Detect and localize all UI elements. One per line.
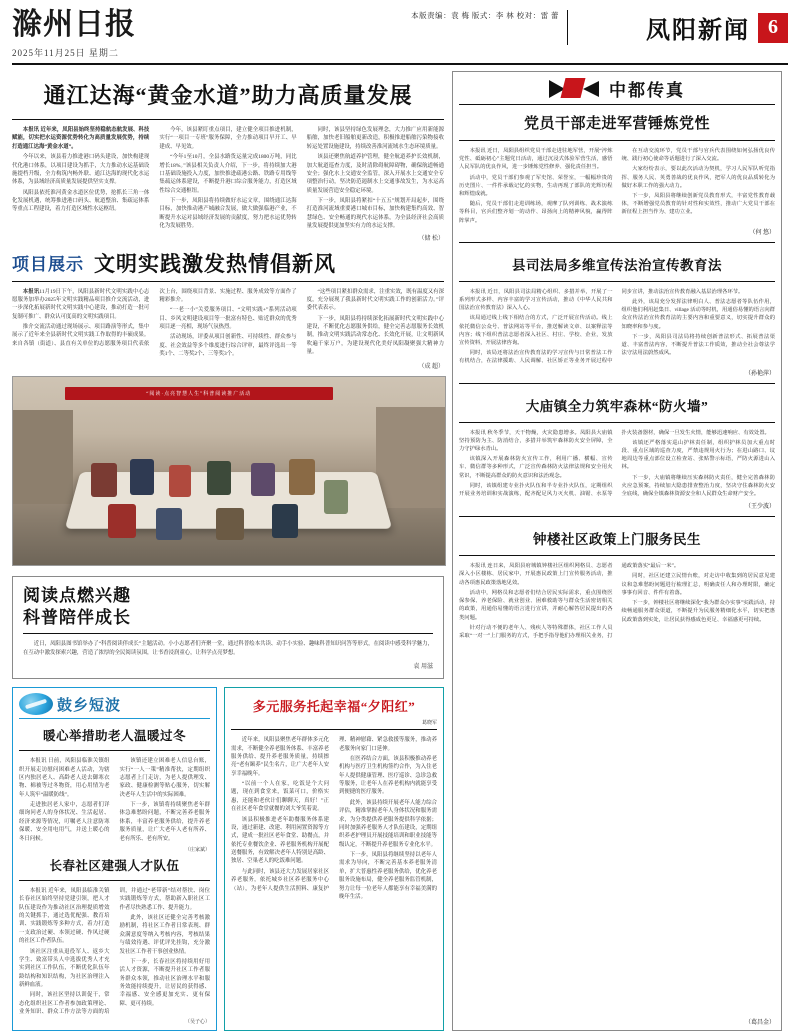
paragraph: 下一步，钟楼社区将继续深化“我为群众办实事”实践活动，持续畅通服务群众渠道，不断提升为民服务精细化水平，切实把惠民政策落到实处，让居民获得感成色更足、幸福感更可持续。 xyxy=(621,600,775,623)
paragraph: 此外，该局充分发挥法律明白人、普法志愿者等队伍作用，组织他们利用赶集日、village 活动等时机，用通俗易懂的语言向群众宣传法治宣传教育法的主要内容和重要意义，切实提升群众的知晓率和参与度。 xyxy=(621,299,775,330)
divider xyxy=(12,281,444,282)
paragraph: 凤阳县依托淮河黄金水道区位优势，抢抓长三角一体化发展机遇，统筹推进港口码头、航道整治、集疏运体系等重点工程建设，着力打造区域性水运枢纽。 xyxy=(12,189,150,213)
lead-article-body xyxy=(12,126,444,231)
photo-person xyxy=(91,463,117,497)
paragraph: 推介交流活动通过现场展示、项目路演等形式，集中展示了近年来全县新时代文明实践工作取得的丰硕成果。来自各镇（街道）、县直有关单位的志愿服务项目代表依次上台，围绕项目背景、实施过程、服务成效等方面作了精彩推介。 xyxy=(12,288,297,347)
justice-bureau-body xyxy=(459,288,775,366)
photo-person xyxy=(156,508,182,540)
paper-name: 滁州日报 xyxy=(12,8,136,41)
paragraph: 今年以来，该县着力推进港口码头建设，加快构建现代化港口体系，以项目建设为抓手，大力推动水运基础设施提档升级，全力构筑内畅外联、通江达海的现代化水运体系，为县域经济高质量发展提供坚实支撑。 xyxy=(12,154,150,186)
paragraph: 下一步，凤阳县司法局将持续创新普法形式、拓展普法渠道、丰富普法内容，不断提升普法工作质效，推动全社会尊法学法守法用法蔚然成风。 xyxy=(621,333,775,357)
elderly-service-headline: 多元服务托起幸福“夕阳红” xyxy=(252,699,416,715)
paragraph: 下一步，凤阳县将继续坚持以老年人需求为导向，不断完善基本养老服务清单，扩大普惠性养老服务供给，优化养老服务设施布局，健全养老服务监管机制，努力让每一位老年人都能享有幸福美满的晚年生活。 xyxy=(339,852,437,900)
elderly-service-byline: 葛晓军 xyxy=(421,721,437,727)
swoosh-icon xyxy=(19,693,53,715)
paragraph: 此外，该县持续开展老年人能力综合评估，精准掌握老年人身体状况和服务需求，为分类提供养老服务提供科学依据；同时加强养老服务人才队伍建设，定期组织养老护理员开展技能培训和职业技能等级认定，不断提升养老服务专业化水平。 xyxy=(339,799,437,848)
reading-article-box xyxy=(12,576,444,680)
paragraph: 今年，该县紧盯重点项目，建立健全项目推进机制，实行“一项目一专班”服务保障，全力推动项目早开工、早建成、早见效。 xyxy=(159,127,297,150)
party-training-body xyxy=(459,147,775,225)
paragraph: 该局通过线上线下相结合的方式，广泛开展宣传活动。线上依托微信公众号、普法网站等平台，推送解读文章、以案释法等内容；线下组织普法志愿者深入社区、村庄、学校、企业，发放宣传资料，开展法律咨询。 xyxy=(459,315,613,347)
lead-byline: （储 松） xyxy=(418,235,444,242)
masthead-right xyxy=(567,10,788,45)
photo-shelf-right xyxy=(376,407,445,509)
elderly-warmth-body xyxy=(19,757,210,845)
photo-banner: “阅读·点亮智慧人生”科普阅读推广活动 xyxy=(65,387,333,400)
feature-band xyxy=(12,248,444,278)
paragraph: 近年来，凤阳县聚焦老年群体多元化需求，不断健全养老服务体系、丰富养老服务供给、提升养老服务质量，持续擦亮“老有颐养”民生名片，让广大老年人安享幸福晚年。 xyxy=(231,737,329,777)
divider xyxy=(23,633,433,634)
elderly-warmth-headline: 暖心举措助老人温暖过冬 xyxy=(42,729,186,744)
feature-headline: 文明实践激发热情倡新风 xyxy=(94,251,336,276)
forest-fire-headline: 大庙镇全力筑牢森林“防火墙” xyxy=(525,398,709,414)
masthead-credits-wrap xyxy=(212,10,567,23)
paragraph: 走进独居老人家中，志愿者们详细询问老人的身体状况、生活起居、经济来源等情况，叮嘱老人注意防寒保暖、安全用电用气，并送上暖心的冬日问候。 xyxy=(19,802,110,842)
divider xyxy=(19,880,210,881)
divider xyxy=(459,383,775,384)
photo-person xyxy=(289,459,315,495)
paragraph: 下一步，凤阳县将继续创新党员教育形式，丰富党性教育载体，不断增强党员教育的针对性和实效性，推动广大党员干部在新征程上担当作为、建功立业。 xyxy=(621,193,775,216)
feature-byline: （成 超） xyxy=(418,363,444,370)
paragraph: 活动中，网格员和志愿者们结合居民实际需求，重点围绕医保参保、养老保险、就业创业、困难救助等与群众生活密切相关的政策，用通俗易懂的语言进行宣讲，并耐心解答居民提出的各类问题。 xyxy=(459,589,613,621)
photo-person xyxy=(251,463,275,496)
zhonglou-community-byline: （葛昌金） xyxy=(744,1020,775,1026)
paragraph: 本报讯11月19日下午，凤阳县新时代文明实践中心志愿服务加举办2025年文明实践精品项目推介交流活动，进一步深化拓展新时代文明实践中心建设，推动打造一批可复制可推广、群众认可度高的文明实践项目。 xyxy=(12,288,150,320)
reading-body xyxy=(23,640,433,659)
zhonglou-community-body xyxy=(459,562,775,1015)
photo-person xyxy=(108,504,136,538)
changchun-talent-byline: （吴子心） xyxy=(184,1019,210,1025)
paragraph: 随后，党员干部们走进训练场，观摩了队列训练、战术演练等科目，官兵们整齐划一的动作、昂扬向上的精神风貌，赢得阵阵掌声。 xyxy=(459,201,613,224)
chevron-mark-icon xyxy=(549,78,603,100)
zhonglou-community-headline: 钟楼社区政策上门服务民生 xyxy=(533,532,701,548)
forest-fire-byline: （王少波） xyxy=(744,504,775,511)
paragraph: 本报讯 秋冬季节，天干物燥，火灾隐患增多。凤阳县大庙镇坚持预防为主、防消结合，多措并举筑牢森林防火安全屏障，全力守护绿水青山。 xyxy=(459,429,613,453)
photo-person xyxy=(324,480,348,514)
main-column xyxy=(12,71,444,1031)
changchun-talent-headline: 长春社区建强人才队伍 xyxy=(49,858,180,873)
feature-badge: 项目展示 xyxy=(12,255,84,274)
lead-headline: 通江达海“黄金水道”助力高质量发展 xyxy=(43,83,413,108)
paragraph: 该镇深入开展森林防火宣传工作，利用广播、横幅、宣传车、微信群等多种形式，广泛宣传森林防火法律法规和安全用火常识，不断提高群众的防火意识和法治观念。 xyxy=(459,456,613,479)
forest-fire-body xyxy=(459,429,775,500)
divider xyxy=(459,242,775,243)
masthead xyxy=(12,10,788,65)
photo-person xyxy=(207,461,231,495)
paragraph: 大家纷纷表示，要以此次活动为契机，学习人民军队听党指挥、服务人民、英勇善战的优良作风，把军人的优良品质转化为做好本职工作的强大动力。 xyxy=(621,166,775,189)
divider xyxy=(12,119,444,120)
paragraph: 下一步，凤阳县将紧扣“十五五”规划开局起步，围绕打造淮河流域重要港口城市目标，加快构建集约高效、智慧绿色、安全畅通的现代水运体系，为全县经济社会高质量发展提供更加坚实有力的水运支撑。 xyxy=(306,198,444,230)
reading-byline: 袁 用滋 xyxy=(413,664,433,671)
publish-date: 2025年11月25日 星期二 xyxy=(12,48,119,58)
masthead-left xyxy=(12,10,212,59)
justice-bureau-byline: （孙艳萍） xyxy=(744,370,775,377)
bottom-boxes-row xyxy=(12,687,444,1031)
paragraph: “今年1至10月，全县水路货运量完成1800万吨，同比增长18%。”该县相关负责人介绍，下一步，将持续加大港口基础设施投入力度，加快推进疏港公路、铁路专用线等集疏运体系建设，不断提升港口综合服务能力，打造区域性综合交通枢纽。 xyxy=(159,154,297,194)
paragraph: 本报讯 近年来，凤阳县始终坚持稳航态航发展、科技赋能，切实把水运资源优势转化为高质量发展优势，持续打造通江达海“黄金水道”。 xyxy=(12,127,150,150)
paragraph: 下一步，该镇将持续聚焦老年群体急难愁盼问题，不断完善养老服务体系，丰富养老服务供给，提升养老服务质量，让广大老年人老有所养、老有所乐、老有所安。 xyxy=(119,802,210,842)
photo-reading-activity xyxy=(12,376,446,566)
paragraph: 活动现场，评委从项目创新性、可持续性、群众参与度、社会效益等多个维度进行综合评审，最终评选出一等奖1个、二等奖2个、三等奖3个。 xyxy=(159,334,297,358)
photo-person xyxy=(169,465,191,497)
photo-person xyxy=(130,459,154,495)
zhongdu-chuanzhen-logo xyxy=(459,76,775,105)
changchun-talent-body xyxy=(19,887,210,1017)
paragraph: 同时，社区还建立民情台账，对走访中收集到的居民意见建议和急难愁盼问题进行梳理汇总，明确责任人和办理时限，确定事事有回音、件件有着落。 xyxy=(621,573,775,596)
paragraph: 在医养结合方面，该县积极推动养老机构与医疗卫生机构签约合作，为入住老年人提供健康管理、医疗巡诊、急诊急救等服务，让老年人在养老机构内就能享受到便捷的医疗服务。 xyxy=(339,755,437,796)
reading-headline-line2: 科普陪伴成长 xyxy=(23,608,131,628)
feature-article-body xyxy=(12,288,444,359)
paragraph: 该镇还严格落实巡山护林责任制，组织护林员加大重点时段、重点区域的巡查力度，严禁违规用火行为；在进山路口、坟地周边等重点部位设立检查站、张贴警示标语，严防火源进山入林。 xyxy=(621,439,775,471)
elderly-service-body xyxy=(231,736,437,1025)
elderly-service-box xyxy=(224,687,444,1031)
paragraph: 该县积极推进老年助餐服务体系建设，通过新建、改建、利用闲置资源等方式，建成一批社区老年食堂、助餐点，并依托专业餐饮企业、养老服务机构开展配送餐服务，有效解决老年人特别是高龄、独居、空巢老人的吃饭难问题。 xyxy=(231,816,329,865)
paragraph: 本报讯 近年来，凤阳县临淮关镇长春社区始终坚持党建引领，把人才队伍建设作为推动社区治理提质增效的关键抓手，通过选优配强、教育培训、实践锻炼等多种方式，着力打造一支政治过硬、本领过硬、作风过硬的社区工作者队伍。 xyxy=(19,887,110,945)
page-body xyxy=(12,71,788,1031)
paragraph: 下一步，长春社区将持续用好用活人才资源，不断提升社区工作者服务群众本领，推动社区治理水平和服务效能持续提升，让居民的获得感、幸福感、安全感更加充实、更有保障、更可持续。 xyxy=(119,958,210,1007)
paragraph: 下一步，大庙镇将继续压实森林防火责任，健全完善森林防火应急预案，持续加大隐患排查整治力度，坚决守住森林防火安全底线，确保全镇森林资源安全和人民群众生命财产安全。 xyxy=(621,474,775,498)
paragraph: 该镇还建立困难老人信息台账，实行“一人一策”精准帮扶，定期组织志愿者上门走访，为老人提供理发、家政、健康检测等贴心服务，切实解决老年人生活中的实际困难。 xyxy=(119,758,210,798)
party-training-headline: 党员干部走进军营锤炼党性 xyxy=(523,116,710,132)
divider xyxy=(19,750,210,751)
paragraph: 与此同时，该县还大力发展居家社区养老服务，依托城乡社区养老服务中心（站），为老年人提供生活照料、康复护理、精神慰藉、紧急救援等服务，推动养老服务向家门口延伸。 xyxy=(231,737,437,892)
paragraph: 活动中，党员干部们参观了军史馆、荣誉室，一幅幅珍贵的历史图片、一件件承载记忆的实物，生动再现了部队的光辉历程和辉煌成就。 xyxy=(459,174,613,198)
paragraph: 同时，该县坚持绿色发展理念，大力推广应用新能源船舶，加快老旧船舶更新改造，积极推进船舶污染物接收转运处置设施建设，持续改善淮河流域水生态环境质量。 xyxy=(306,127,444,150)
right-column xyxy=(452,71,782,1031)
page-credits: 本版责编：袁 梅 版式：李 林 校对：雷 蕾 xyxy=(411,11,559,20)
paragraph: 本报讯 日前，凤阳县临淮关镇组织开展走访慰问困难老人活动，为辖区内独居老人、高龄老人送去御寒衣物、棉被等过冬物资，用心用情为老年人筑牢“温暖防线”。 xyxy=(19,758,110,798)
divider xyxy=(459,516,775,517)
justice-bureau-headline: 县司法局多维宣传法治宣传教育法 xyxy=(512,257,722,273)
guxiang-duanbo-box xyxy=(12,687,217,1031)
paragraph: “这些项目紧扣群众需求，注重实效，既有温度又有深度，充分展现了我县新时代文明实践工作的创新活力。”评委代表表示。 xyxy=(306,288,444,312)
photo-shelf-left xyxy=(13,410,73,504)
photo-person xyxy=(216,508,244,540)
paragraph: 针对行动不便的老年人、残疾人等特殊群体，社区工作人员采取“一对一”上门服务的方式，手把手指导他们办理相关业务，打通政策落实“最后一米”。 xyxy=(459,563,680,639)
paragraph: 下一步，凤阳县将持续做好水运文章，围绕通江达海目标，加快推动港产城融合发展，做大做强临港产业，不断提升水运对县域经济发展的贡献度，努力把水运优势转化为发展胜势。 xyxy=(159,198,297,230)
divider xyxy=(459,555,775,556)
paragraph: 在互动交流环节，党员干部与官兵代表围绕如何弘扬优良传统、践行初心使命等话题进行了深入交流。 xyxy=(621,148,775,163)
paragraph: 本报讯 近日，凤阳县司法局精心组织、多措并举，开展了一系列形式多样、内容丰富的学习宣传活动，推动《中华人民共和国法治宣传教育法》深入人心。 xyxy=(459,288,613,312)
paragraph: 同时，该社区坚持以训促干，常态化组织社区工作者参加政策理论、业务知识、群众工作方法等方面的培训，并通过“老带新”结对帮扶、岗位实践锻炼等方式，帮助新入职社区工作者尽快熟悉工作、提升能力。 xyxy=(19,887,210,1016)
divider xyxy=(459,281,775,282)
paragraph: 同时，该镇组建专业扑火队伍和半专业扑火队伍，定期组织开展业务培训和实战演练，配齐配足风力灭火机、油锯、水泵等扑火装备器材，确保一旦发生火情，能够迅速响应、有效处置。 xyxy=(459,429,770,498)
photo-person xyxy=(272,504,298,538)
elderly-warmth-byline: （庄家斌） xyxy=(184,847,210,853)
paragraph: 本报讯 连日来，凤阳县府城镇钟楼社区组织网格员、志愿者深入小区楼栋、居民家中，开展惠民政策上门宣传服务活动，推动各项惠民政策落地见效。 xyxy=(459,563,613,586)
divider xyxy=(459,422,775,423)
zhongdu-logo-text: 中都传真 xyxy=(609,81,685,100)
section-title: 凤阳新闻 xyxy=(646,18,750,44)
paragraph: 近日，凤阳县图书馆举办了“科普阅读伴成长”主题活动。小小志愿者们齐聚一堂，通过科普绘本共读、动手小实验、趣味科普知识问答等形式，在阅读中感受科学魅力，在互动中激发探索兴趣，营造了浓厚的全民阅读氛围，让书香浸润童心，让科学点亮梦想。 xyxy=(23,641,433,656)
paragraph: 下一步，凤阳县将持续深化拓展新时代文明实践中心建设，不断优化志愿服务供给，健全完善志愿服务长效机制，推动文明实践活动常态化、长效化开展，让文明新风吹遍千家万户，为建设现代化美好凤阳凝聚强大精神力量。 xyxy=(306,315,444,356)
paragraph: “一老一小”关爱服务项目、“文明实践+”系列活动项目、乡风文明建设项目等一批富有特色、贴近群众的优秀项目逐一亮相，现场气氛热烈。 xyxy=(159,307,297,330)
paragraph: “以前一个人在家，吃饭是个大问题，现在到食堂来，饭菜可口，价格实惠，还能和老伙计们聊聊天，真好！”正在社区老年食堂就餐的刘大爷笑着说。 xyxy=(231,781,329,813)
page-number-badge: 6 xyxy=(758,13,788,43)
guxiang-logo xyxy=(19,693,210,719)
paragraph: 该社区注重从退役军人、返乡大学生、致富带头人中选拔优秀人才充实到社区工作队伍，不断优化队伍年龄结构和知识结构，为社区治理注入新鲜血液。 xyxy=(19,948,110,988)
paragraph: 同时，该局还将法治宣传教育法的学习宣传与日常普法工作有机结合，在法律援助、人民调解、社区矫正等业务开展过程中同步宣讲，推动法治宣传教育融入基层治理各环节。 xyxy=(459,288,744,365)
reading-headline-line1: 阅读点燃兴趣 xyxy=(23,585,131,605)
paragraph: 此外，该社区还健全完善考核激励机制，将社区工作者日常表现、群众满意度等纳入考核内容，考核结果与绩效待遇、评优评先挂钩，充分激发社区工作者干事创业热情。 xyxy=(119,915,210,955)
guxiang-logo-text: 鼓乡短波 xyxy=(57,697,122,714)
paragraph: 本报讯 近日，凤阳县组织党员干部走进驻地军营，开展“淬炼党性、砥砺初心”主题党日活动，通过沉浸式体验军营生活，感悟人民军队的优良作风，进一步锤炼党性修养、强化责任担当。 xyxy=(459,148,613,171)
party-training-byline: （何 悠） xyxy=(749,229,775,236)
divider xyxy=(231,729,437,730)
paragraph: 该县还聚焦航道养护管理，健全航道养护长效机制，加大航道巡查力度，及时清除碍航障碍物，确保航道畅通安全；强化水上交通安全监管，深入开展水上交通安全专项整治行动，坚决防范遏制水上交通事故发生，为水运高质量发展营造安全稳定环境。 xyxy=(306,154,444,194)
divider xyxy=(459,140,775,141)
